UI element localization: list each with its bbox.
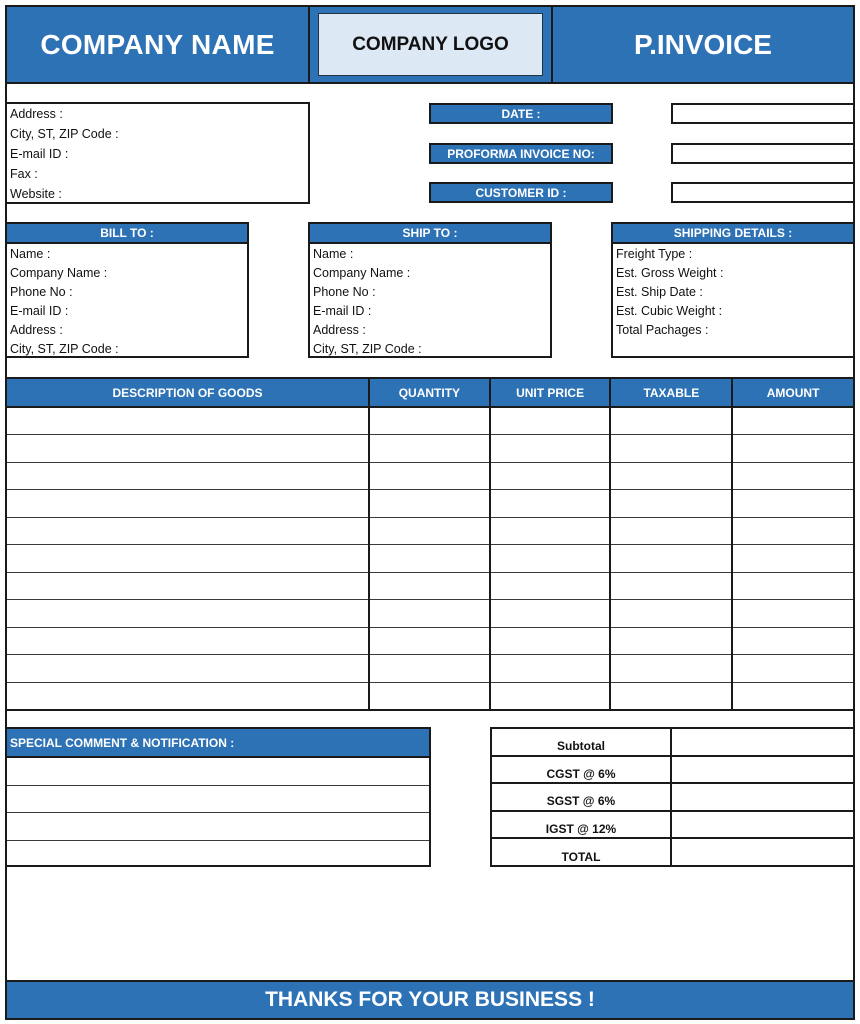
taxable-cell[interactable] — [610, 545, 732, 573]
ship-to-title: SHIP TO : — [310, 224, 550, 244]
goods-row — [6, 490, 854, 518]
comment-line[interactable] — [7, 813, 429, 841]
document-title: P.INVOICE — [551, 5, 855, 84]
bill-to-email-field[interactable]: E-mail ID : — [10, 304, 69, 318]
cubic-weight-field[interactable]: Est. Cubic Weight : — [616, 304, 723, 318]
totals-row-subtotal — [491, 728, 854, 756]
amount-cell[interactable] — [732, 462, 854, 490]
quantity-cell[interactable] — [369, 517, 490, 545]
company-email-field[interactable]: E-mail ID : — [10, 147, 69, 161]
amount-cell[interactable] — [732, 517, 854, 545]
goods-row — [6, 545, 854, 573]
special-comment-section — [5, 727, 431, 867]
total-value[interactable] — [671, 838, 854, 866]
cgst-label: CGST @ 6% — [491, 756, 671, 784]
unit-price-cell[interactable] — [490, 490, 611, 518]
quantity-cell[interactable] — [369, 462, 490, 490]
comment-lines — [7, 758, 429, 868]
quantity-cell[interactable] — [369, 490, 490, 518]
ship-to-section — [308, 222, 552, 358]
taxable-cell[interactable] — [610, 407, 732, 435]
company-info-box — [5, 102, 310, 204]
unit-price-cell[interactable] — [490, 517, 611, 545]
unit-price-cell[interactable] — [490, 462, 611, 490]
amount-cell[interactable] — [732, 490, 854, 518]
quantity-cell[interactable] — [369, 435, 490, 463]
shipping-details-title: SHIPPING DETAILS : — [613, 224, 853, 244]
col-unit-price: UNIT PRICE — [490, 378, 611, 407]
amount-cell[interactable] — [732, 435, 854, 463]
special-comment-title: SPECIAL COMMENT & NOTIFICATION : — [7, 729, 429, 758]
taxable-cell[interactable] — [610, 462, 732, 490]
totals-table — [490, 727, 855, 867]
subtotal-label: Subtotal — [491, 728, 671, 756]
taxable-cell[interactable] — [610, 655, 732, 683]
taxable-cell[interactable] — [610, 627, 732, 655]
ship-to-email-field[interactable]: E-mail ID : — [313, 304, 372, 318]
goods-row — [6, 462, 854, 490]
bill-to-city-field[interactable]: City, ST, ZIP Code : — [10, 342, 119, 356]
customer-id-input[interactable] — [671, 182, 855, 203]
bill-to-phone-field[interactable]: Phone No : — [10, 285, 73, 299]
ship-date-field[interactable]: Est. Ship Date : — [616, 285, 703, 299]
quantity-cell[interactable] — [369, 627, 490, 655]
description-cell[interactable] — [6, 655, 369, 683]
date-label: DATE : — [429, 103, 613, 124]
goods-row — [6, 572, 854, 600]
unit-price-cell[interactable] — [490, 682, 611, 710]
company-fax-field[interactable]: Fax : — [10, 167, 38, 181]
description-cell[interactable] — [6, 407, 369, 435]
company-city-field[interactable]: City, ST, ZIP Code : — [10, 127, 119, 141]
amount-cell[interactable] — [732, 545, 854, 573]
comment-line[interactable] — [7, 758, 429, 786]
description-cell[interactable] — [6, 490, 369, 518]
ship-to-phone-field[interactable]: Phone No : — [313, 285, 376, 299]
goods-header-row — [6, 378, 854, 407]
taxable-cell[interactable] — [610, 435, 732, 463]
description-cell[interactable] — [6, 682, 369, 710]
igst-value[interactable] — [671, 811, 854, 839]
unit-price-cell[interactable] — [490, 407, 611, 435]
company-name: COMPANY NAME — [5, 5, 310, 84]
ship-to-company-field[interactable]: Company Name : — [313, 266, 411, 280]
company-logo-placeholder[interactable]: COMPANY LOGO — [318, 13, 543, 76]
freight-type-field[interactable]: Freight Type : — [616, 247, 693, 261]
taxable-cell[interactable] — [610, 572, 732, 600]
col-taxable: TAXABLE — [610, 378, 732, 407]
igst-label: IGST @ 12% — [491, 811, 671, 839]
company-logo-cell — [308, 5, 553, 84]
sgst-label: SGST @ 6% — [491, 783, 671, 811]
goods-row — [6, 655, 854, 683]
proforma-invoice-no-label: PROFORMA INVOICE NO: — [429, 143, 613, 164]
goods-row — [6, 600, 854, 628]
goods-row — [6, 627, 854, 655]
comment-line[interactable] — [7, 786, 429, 814]
total-label: TOTAL — [491, 838, 671, 866]
unit-price-cell[interactable] — [490, 655, 611, 683]
ship-to-city-field[interactable]: City, ST, ZIP Code : — [313, 342, 422, 356]
amount-cell[interactable] — [732, 407, 854, 435]
quantity-cell[interactable] — [369, 545, 490, 573]
amount-cell[interactable] — [732, 655, 854, 683]
company-address-field[interactable]: Address : — [10, 107, 63, 121]
bill-to-section — [5, 222, 249, 358]
unit-price-cell[interactable] — [490, 435, 611, 463]
unit-price-cell[interactable] — [490, 545, 611, 573]
goods-row — [6, 682, 854, 710]
description-cell[interactable] — [6, 600, 369, 628]
sgst-value[interactable] — [671, 783, 854, 811]
total-packages-field[interactable]: Total Pachages : — [616, 323, 709, 337]
goods-row — [6, 435, 854, 463]
col-quantity: QUANTITY — [369, 378, 490, 407]
amount-cell[interactable] — [732, 600, 854, 628]
cgst-value[interactable] — [671, 756, 854, 784]
ship-to-name-field[interactable]: Name : — [313, 247, 354, 261]
unit-price-cell[interactable] — [490, 572, 611, 600]
col-amount: AMOUNT — [732, 378, 854, 407]
description-cell[interactable] — [6, 462, 369, 490]
footer-thanks-banner: THANKS FOR YOUR BUSINESS ! — [5, 980, 855, 1020]
goods-table-body — [6, 407, 854, 710]
amount-cell[interactable] — [732, 627, 854, 655]
totals-row-cgst — [491, 756, 854, 784]
amount-cell[interactable] — [732, 682, 854, 710]
description-cell[interactable] — [6, 572, 369, 600]
date-input[interactable] — [671, 103, 855, 124]
quantity-cell[interactable] — [369, 600, 490, 628]
amount-cell[interactable] — [732, 572, 854, 600]
gross-weight-field[interactable]: Est. Gross Weight : — [616, 266, 724, 280]
quantity-cell[interactable] — [369, 655, 490, 683]
comment-line[interactable] — [7, 841, 429, 869]
taxable-cell[interactable] — [610, 600, 732, 628]
proforma-invoice-no-input[interactable] — [671, 143, 855, 164]
quantity-cell[interactable] — [369, 407, 490, 435]
company-website-field[interactable]: Website : — [10, 187, 62, 201]
bill-to-address-field[interactable]: Address : — [10, 323, 63, 337]
goods-row — [6, 407, 854, 435]
ship-to-address-field[interactable]: Address : — [313, 323, 366, 337]
description-cell[interactable] — [6, 435, 369, 463]
goods-table — [5, 377, 855, 711]
description-cell[interactable] — [6, 517, 369, 545]
col-description: DESCRIPTION OF GOODS — [6, 378, 369, 407]
taxable-cell[interactable] — [610, 490, 732, 518]
bill-to-name-field[interactable]: Name : — [10, 247, 51, 261]
totals-row-igst — [491, 811, 854, 839]
unit-price-cell[interactable] — [490, 600, 611, 628]
subtotal-value[interactable] — [671, 728, 854, 756]
unit-price-cell[interactable] — [490, 627, 611, 655]
totals-row-sgst — [491, 783, 854, 811]
taxable-cell[interactable] — [610, 517, 732, 545]
bill-to-company-field[interactable]: Company Name : — [10, 266, 108, 280]
quantity-cell[interactable] — [369, 682, 490, 710]
goods-row — [6, 517, 854, 545]
description-cell[interactable] — [6, 627, 369, 655]
totals-row-total — [491, 838, 854, 866]
description-cell[interactable] — [6, 545, 369, 573]
taxable-cell[interactable] — [610, 682, 732, 710]
shipping-details-section — [611, 222, 855, 358]
quantity-cell[interactable] — [369, 572, 490, 600]
bill-to-title: BILL TO : — [7, 224, 247, 244]
customer-id-label: CUSTOMER ID : — [429, 182, 613, 203]
